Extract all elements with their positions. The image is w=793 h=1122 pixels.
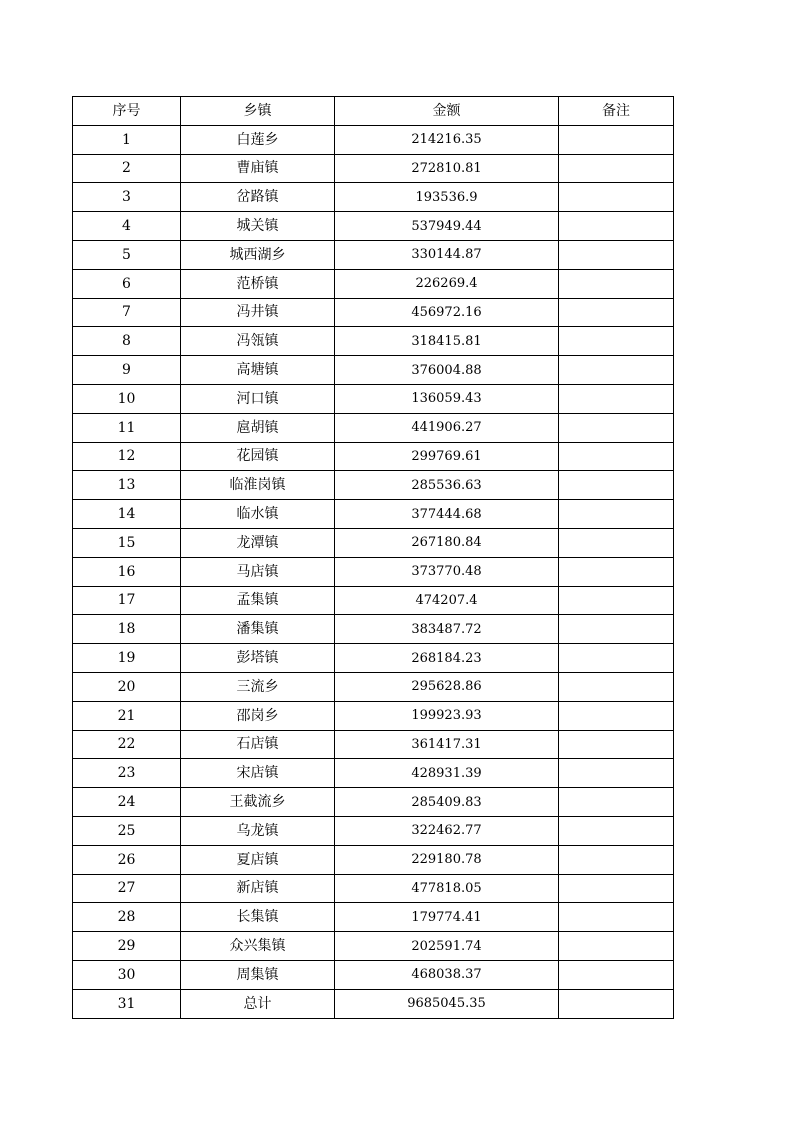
cell-index: 6 <box>73 269 181 298</box>
table-row <box>73 730 674 759</box>
cell-amount: 383487.72 <box>335 615 559 644</box>
header-row <box>73 97 674 126</box>
cell-town: 曹庙镇 <box>181 154 335 183</box>
cell-note <box>559 125 674 154</box>
cell-town: 新店镇 <box>181 874 335 903</box>
cell-town: 花园镇 <box>181 442 335 471</box>
cell-note <box>559 413 674 442</box>
cell-index: 7 <box>73 298 181 327</box>
cell-index: 19 <box>73 644 181 673</box>
cell-index: 25 <box>73 816 181 845</box>
table-row <box>73 874 674 903</box>
cell-amount: 377444.68 <box>335 500 559 529</box>
table-row <box>73 557 674 586</box>
cell-amount: 441906.27 <box>335 413 559 442</box>
table-row <box>73 269 674 298</box>
cell-town: 城关镇 <box>181 212 335 241</box>
cell-town: 城西湖乡 <box>181 240 335 269</box>
cell-town: 河口镇 <box>181 384 335 413</box>
table-row <box>73 413 674 442</box>
cell-index: 10 <box>73 384 181 413</box>
cell-town: 王截流乡 <box>181 788 335 817</box>
cell-town: 彭塔镇 <box>181 644 335 673</box>
cell-note <box>559 384 674 413</box>
cell-amount: 376004.88 <box>335 356 559 385</box>
cell-index: 3 <box>73 183 181 212</box>
cell-town: 周集镇 <box>181 960 335 989</box>
cell-index: 26 <box>73 845 181 874</box>
cell-amount: 468038.37 <box>335 960 559 989</box>
cell-town: 临水镇 <box>181 500 335 529</box>
cell-amount: 373770.48 <box>335 557 559 586</box>
table-row <box>73 125 674 154</box>
cell-note <box>559 672 674 701</box>
table-row <box>73 903 674 932</box>
cell-note <box>559 442 674 471</box>
cell-amount: 267180.84 <box>335 528 559 557</box>
table-row <box>73 240 674 269</box>
cell-amount: 214216.35 <box>335 125 559 154</box>
table-row <box>73 471 674 500</box>
cell-town: 冯瓴镇 <box>181 327 335 356</box>
table-row <box>73 960 674 989</box>
cell-amount: 199923.93 <box>335 701 559 730</box>
table-body <box>73 125 674 1018</box>
cell-note <box>559 269 674 298</box>
header-index: 序号 <box>73 97 181 126</box>
cell-amount: 322462.77 <box>335 816 559 845</box>
cell-amount: 202591.74 <box>335 932 559 961</box>
cell-index: 18 <box>73 615 181 644</box>
cell-index: 27 <box>73 874 181 903</box>
cell-amount: 318415.81 <box>335 327 559 356</box>
cell-index: 23 <box>73 759 181 788</box>
cell-index: 28 <box>73 903 181 932</box>
table-row <box>73 212 674 241</box>
cell-amount: 268184.23 <box>335 644 559 673</box>
cell-amount: 361417.31 <box>335 730 559 759</box>
cell-town: 扈胡镇 <box>181 413 335 442</box>
cell-town: 临淮岗镇 <box>181 471 335 500</box>
cell-note <box>559 615 674 644</box>
cell-town: 石店镇 <box>181 730 335 759</box>
cell-town: 三流乡 <box>181 672 335 701</box>
cell-town: 邵岗乡 <box>181 701 335 730</box>
table-row <box>73 615 674 644</box>
cell-amount: 537949.44 <box>335 212 559 241</box>
table-row <box>73 327 674 356</box>
cell-index: 17 <box>73 586 181 615</box>
table-row <box>73 183 674 212</box>
cell-note <box>559 183 674 212</box>
table-row <box>73 672 674 701</box>
cell-amount: 285536.63 <box>335 471 559 500</box>
table-row <box>73 586 674 615</box>
cell-amount: 285409.83 <box>335 788 559 817</box>
cell-note <box>559 557 674 586</box>
cell-town: 众兴集镇 <box>181 932 335 961</box>
cell-amount: 226269.4 <box>335 269 559 298</box>
table-row <box>73 845 674 874</box>
cell-note <box>559 356 674 385</box>
cell-town: 孟集镇 <box>181 586 335 615</box>
cell-amount: 179774.41 <box>335 903 559 932</box>
cell-index: 12 <box>73 442 181 471</box>
cell-index: 14 <box>73 500 181 529</box>
cell-amount: 477818.05 <box>335 874 559 903</box>
cell-note <box>559 932 674 961</box>
cell-note <box>559 989 674 1018</box>
cell-amount: 193536.9 <box>335 183 559 212</box>
cell-amount: 272810.81 <box>335 154 559 183</box>
cell-note <box>559 644 674 673</box>
cell-index: 22 <box>73 730 181 759</box>
table-row <box>73 701 674 730</box>
table-row <box>73 932 674 961</box>
cell-index: 24 <box>73 788 181 817</box>
cell-town: 长集镇 <box>181 903 335 932</box>
table-row <box>73 298 674 327</box>
cell-town: 白莲乡 <box>181 125 335 154</box>
header-note: 备注 <box>559 97 674 126</box>
cell-town: 岔路镇 <box>181 183 335 212</box>
header-amount: 金额 <box>335 97 559 126</box>
cell-town: 龙潭镇 <box>181 528 335 557</box>
cell-index: 29 <box>73 932 181 961</box>
cell-town: 宋店镇 <box>181 759 335 788</box>
cell-town: 冯井镇 <box>181 298 335 327</box>
cell-index: 9 <box>73 356 181 385</box>
table-row <box>73 442 674 471</box>
cell-index: 1 <box>73 125 181 154</box>
cell-note <box>559 874 674 903</box>
table-row <box>73 816 674 845</box>
cell-amount: 428931.39 <box>335 759 559 788</box>
cell-amount: 456972.16 <box>335 298 559 327</box>
cell-index: 21 <box>73 701 181 730</box>
cell-town: 总计 <box>181 989 335 1018</box>
cell-index: 31 <box>73 989 181 1018</box>
cell-index: 30 <box>73 960 181 989</box>
cell-amount: 299769.61 <box>335 442 559 471</box>
cell-index: 16 <box>73 557 181 586</box>
cell-note <box>559 845 674 874</box>
table-row <box>73 759 674 788</box>
cell-note <box>559 586 674 615</box>
table-row <box>73 644 674 673</box>
cell-note <box>559 960 674 989</box>
cell-note <box>559 730 674 759</box>
cell-amount: 295628.86 <box>335 672 559 701</box>
cell-town: 范桥镇 <box>181 269 335 298</box>
cell-index: 4 <box>73 212 181 241</box>
cell-town: 乌龙镇 <box>181 816 335 845</box>
cell-amount: 136059.43 <box>335 384 559 413</box>
cell-note <box>559 816 674 845</box>
cell-town: 夏店镇 <box>181 845 335 874</box>
town-amount-sheet <box>72 96 673 1019</box>
cell-index: 15 <box>73 528 181 557</box>
cell-note <box>559 154 674 183</box>
cell-note <box>559 788 674 817</box>
table-row <box>73 989 674 1018</box>
cell-index: 2 <box>73 154 181 183</box>
cell-town: 马店镇 <box>181 557 335 586</box>
cell-town: 潘集镇 <box>181 615 335 644</box>
table-row <box>73 500 674 529</box>
table-row <box>73 788 674 817</box>
cell-index: 5 <box>73 240 181 269</box>
cell-note <box>559 759 674 788</box>
cell-note <box>559 903 674 932</box>
cell-amount: 229180.78 <box>335 845 559 874</box>
header-town: 乡镇 <box>181 97 335 126</box>
cell-note <box>559 240 674 269</box>
cell-note <box>559 701 674 730</box>
table-row <box>73 154 674 183</box>
cell-index: 11 <box>73 413 181 442</box>
cell-note <box>559 298 674 327</box>
town-amount-table <box>72 96 674 1019</box>
cell-amount: 9685045.35 <box>335 989 559 1018</box>
cell-amount: 330144.87 <box>335 240 559 269</box>
cell-index: 13 <box>73 471 181 500</box>
cell-note <box>559 327 674 356</box>
cell-note <box>559 500 674 529</box>
cell-index: 20 <box>73 672 181 701</box>
table-row <box>73 528 674 557</box>
cell-index: 8 <box>73 327 181 356</box>
cell-amount: 474207.4 <box>335 586 559 615</box>
cell-town: 高塘镇 <box>181 356 335 385</box>
cell-note <box>559 471 674 500</box>
table-row <box>73 384 674 413</box>
cell-note <box>559 528 674 557</box>
table-row <box>73 356 674 385</box>
cell-note <box>559 212 674 241</box>
